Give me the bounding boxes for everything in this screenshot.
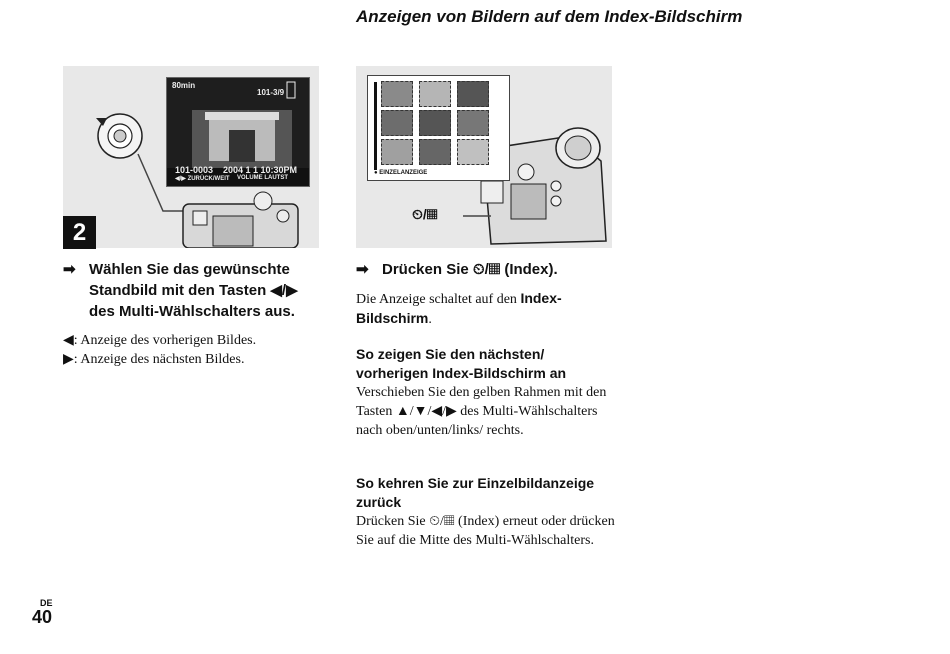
date-time: 2004 1 1 10:30PM	[223, 165, 298, 175]
index-button-caption: ⏲/▦	[412, 206, 438, 222]
body-text: Die Anzeige schaltet auf den	[356, 292, 521, 307]
thumbnail	[381, 110, 413, 136]
step-number-badge: 2	[63, 216, 96, 249]
thumbnail	[457, 81, 489, 107]
body-text: .	[428, 312, 432, 327]
folder-counter: 101-3/9	[257, 88, 285, 97]
body-term: Index-Bildschirm	[356, 290, 562, 326]
index-screen-preview	[367, 75, 510, 181]
section-heading: So zeigen Sie den nächsten/ vorherigen Index-Bildschirm an	[356, 346, 567, 381]
battery-indicator: 80min	[172, 81, 196, 90]
thumbnail	[381, 139, 413, 165]
note-next: ▶: Anzeige des nächsten Bildes.	[63, 352, 245, 367]
section-next-previous	[356, 345, 618, 440]
thumbnail	[419, 81, 451, 107]
step-text: Drücken Sie ⏲/▦ (Index).	[382, 261, 558, 278]
thumbnail	[381, 81, 413, 107]
page-number: 40	[32, 607, 53, 627]
section-body: Verschieben Sie den gelben Rahmen mit den Tasten ▲/▼/◀/▶ des Multi-Wählschalters nach oben/unten/links/ rechts.	[356, 385, 607, 438]
volume-hint: VOLUME LAUTST	[237, 175, 288, 181]
index-description	[356, 289, 616, 329]
language-code: DE	[40, 598, 53, 608]
arrow-right-icon: ➡	[63, 261, 76, 278]
thumbnail	[457, 139, 489, 165]
thumbnail	[419, 139, 451, 165]
step-instruction-left	[63, 259, 333, 322]
arrow-right-icon: ➡	[356, 261, 369, 278]
section-title: Anzeigen von Bildern auf dem Index-Bildschirm	[356, 7, 743, 26]
thumbnail	[419, 110, 451, 136]
index-label: ● EINZELANZEIGE	[374, 170, 428, 176]
thumbnail	[457, 110, 489, 136]
left-notes	[63, 331, 333, 369]
note-previous: ◀: Anzeige des vorherigen Bildes.	[63, 333, 257, 348]
step-text: Wählen Sie das gewünschte Standbild mit den Tasten ◀/▶ des Multi-Wählschalters aus.	[89, 261, 298, 320]
file-id: 101-0003	[175, 165, 214, 175]
section-heading: So kehren Sie zur Einzelbildanzeige zurück	[356, 475, 595, 510]
section-return-single	[356, 474, 618, 550]
section-body: Drücken Sie ⏲/▦ (Index) erneut oder drücken Sie auf die Mitte des Multi-Wählschalters.	[356, 514, 615, 548]
step-instruction-right	[356, 259, 626, 280]
camera-lcd-preview	[166, 77, 310, 187]
nav-hint: ◀/▶ ZURÜCK/WEIT	[175, 176, 230, 182]
